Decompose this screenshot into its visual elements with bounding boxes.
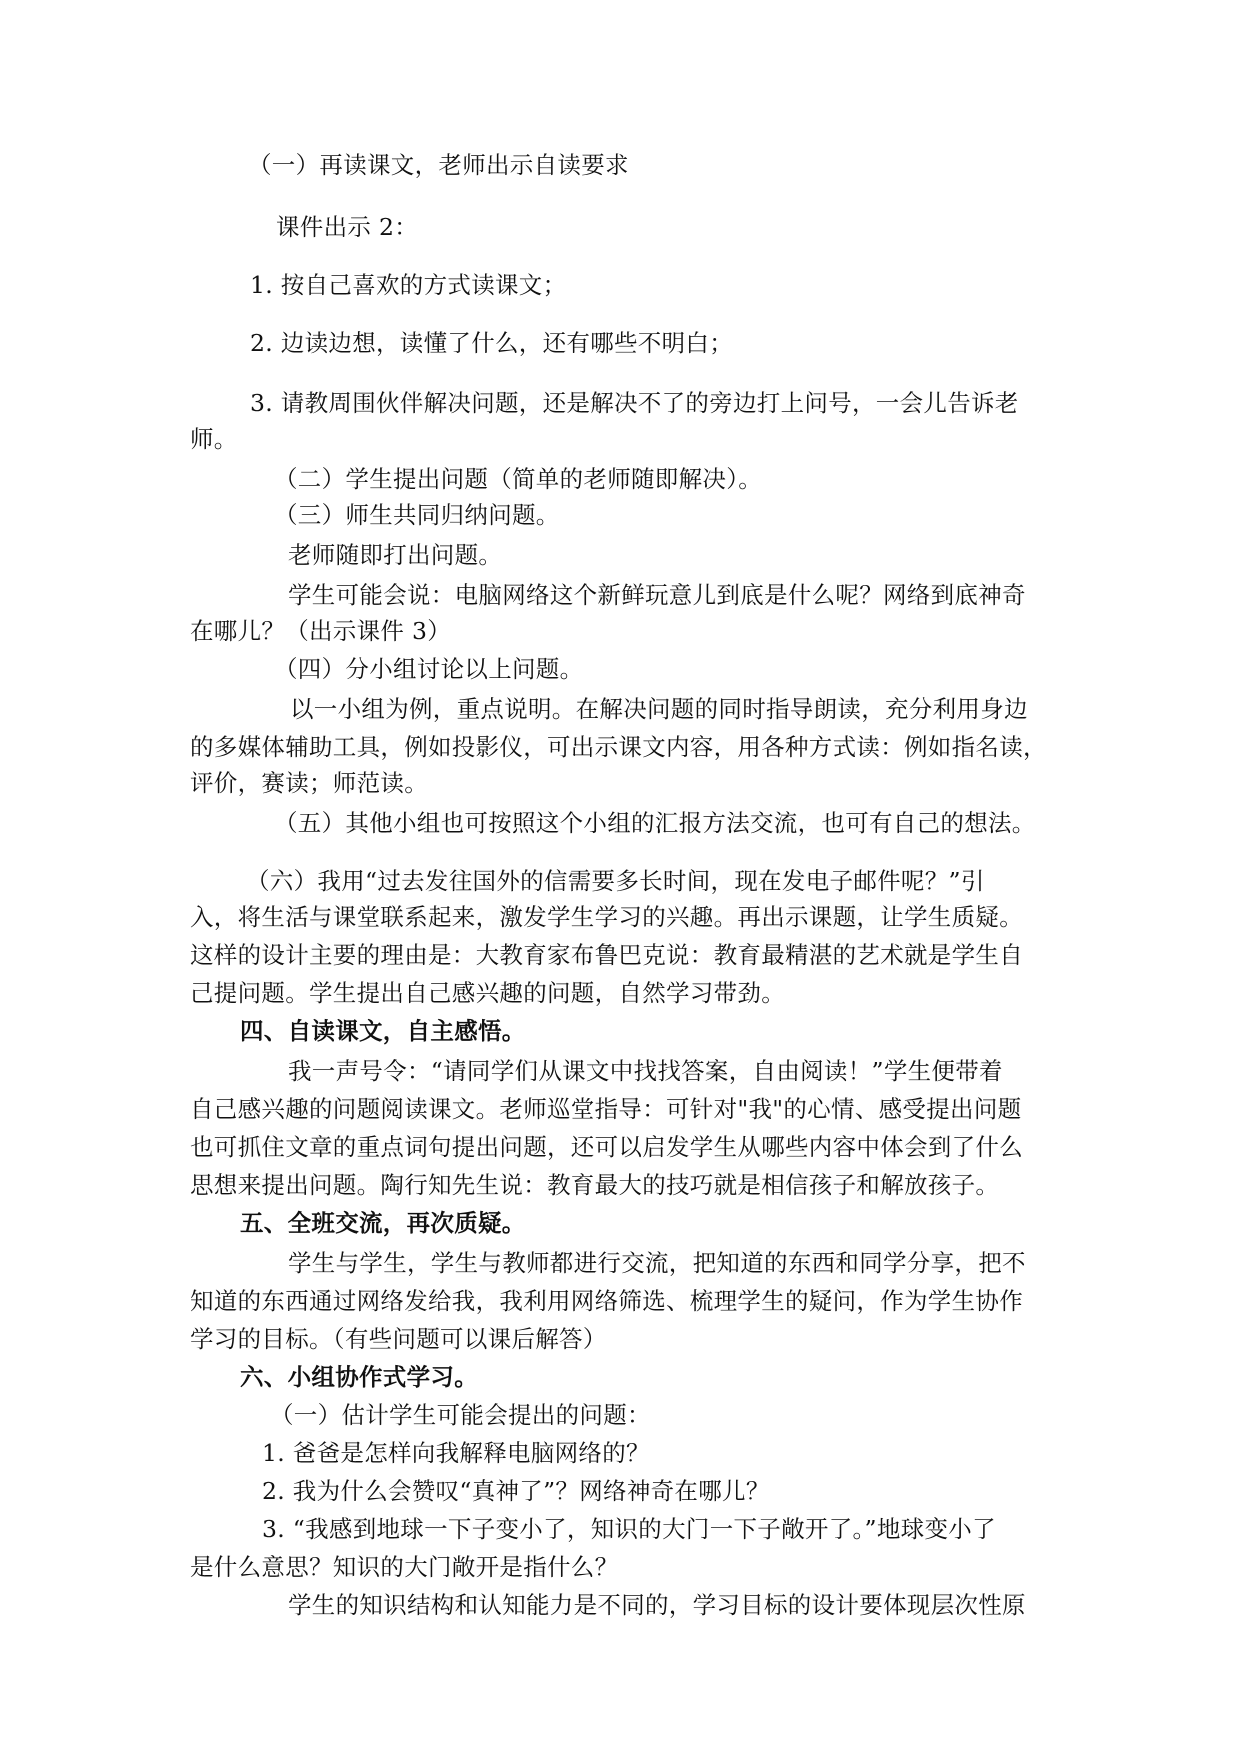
text-line: （一）估计学生可能会提出的问题： [270,1401,651,1429]
text-line: 3. 请教周围伙伴解决问题，还是解决不了的旁边打上问号，一会儿告诉老 [250,389,1019,417]
text-line: 在哪儿？（出示课件 3） [190,617,452,645]
text-line: 1. 爸爸是怎样向我解释电脑网络的？ [262,1439,650,1467]
text-line: （二）学生提出问题（简单的老师随即解决）。 [274,465,763,493]
text-line: （六）我用“过去发往国外的信需要多长时间，现在发电子邮件呢？”引 [246,867,985,895]
text-line: 入，将生活与课堂联系起来，激发学生学习的兴趣。再出示课题，让学生质疑。 [190,903,1023,931]
text-line: （一）再读课文，老师出示自读要求 [248,151,629,179]
text-line: 2. 我为什么会赞叹“真神了”？网络神奇在哪儿？ [262,1477,770,1505]
text-line: 评价，赛读；师范读。 [190,769,428,797]
section-heading: 五、全班交流，再次质疑。 [240,1209,526,1237]
text-line: 1. 按自己喜欢的方式读课文； [250,271,567,299]
text-line: 学习的目标。（有些问题可以课后解答） [190,1325,607,1353]
text-line: 课件出示 2： [276,213,419,241]
section-heading: 四、自读课文，自主感悟。 [240,1017,526,1045]
text-line: 学生的知识结构和认知能力是不同的，学习目标的设计要体现层次性原 [288,1591,1026,1619]
text-line: （四）分小组讨论以上问题。 [274,655,584,683]
text-line: 3. “我感到地球一下子变小了，知识的大门一下子敞开了。”地球变小了 [262,1515,996,1543]
text-line: 学生与学生，学生与教师都进行交流，把知道的东西和同学分享，把不 [288,1249,1026,1277]
text-line: 也可抓住文章的重点词句提出问题，还可以启发学生从哪些内容中体会到了什么 [190,1133,1023,1161]
text-line: 自己感兴趣的问题阅读课文。老师巡堂指导：可针对"我"的心情、感受提出问题 [190,1095,1022,1123]
text-line: 我一声号令：“请同学们从课文中找找答案，自由阅读！”学生便带着 [288,1057,1003,1085]
text-line: 这样的设计主要的理由是：大教育家布鲁巴克说：教育最精湛的艺术就是学生自 [190,941,1023,969]
text-line: 知道的东西通过网络发给我，我利用网络筛选、梳理学生的疑问，作为学生协作 [190,1287,1023,1315]
text-line: 的多媒体辅助工具，例如投影仪，可出示课文内容，用各种方式读：例如指名读， [190,733,1047,761]
text-line: 老师随即打出问题。 [288,541,503,569]
section-heading: 六、小组协作式学习。 [240,1363,478,1391]
text-line: 师。 [190,425,238,453]
text-line: 己提问题。学生提出自己感兴趣的问题，自然学习带劲。 [190,979,785,1007]
text-line: 2. 边读边想，读懂了什么，还有哪些不明白； [250,329,733,357]
text-line: （三）师生共同归纳问题。 [274,501,560,529]
text-line: 是什么意思？知识的大门敞开是指什么？ [190,1553,619,1581]
text-line: 以一小组为例，重点说明。在解决问题的同时指导朗读，充分利用身边 [290,695,1028,723]
text-line: 学生可能会说：电脑网络这个新鲜玩意儿到底是什么呢？网络到底神奇 [288,581,1026,609]
text-line: 思想来提出问题。陶行知先生说：教育最大的技巧就是相信孩子和解放孩子。 [190,1171,1000,1199]
text-line: （五）其他小组也可按照这个小组的汇报方法交流，也可有自己的想法。 [274,809,1036,837]
